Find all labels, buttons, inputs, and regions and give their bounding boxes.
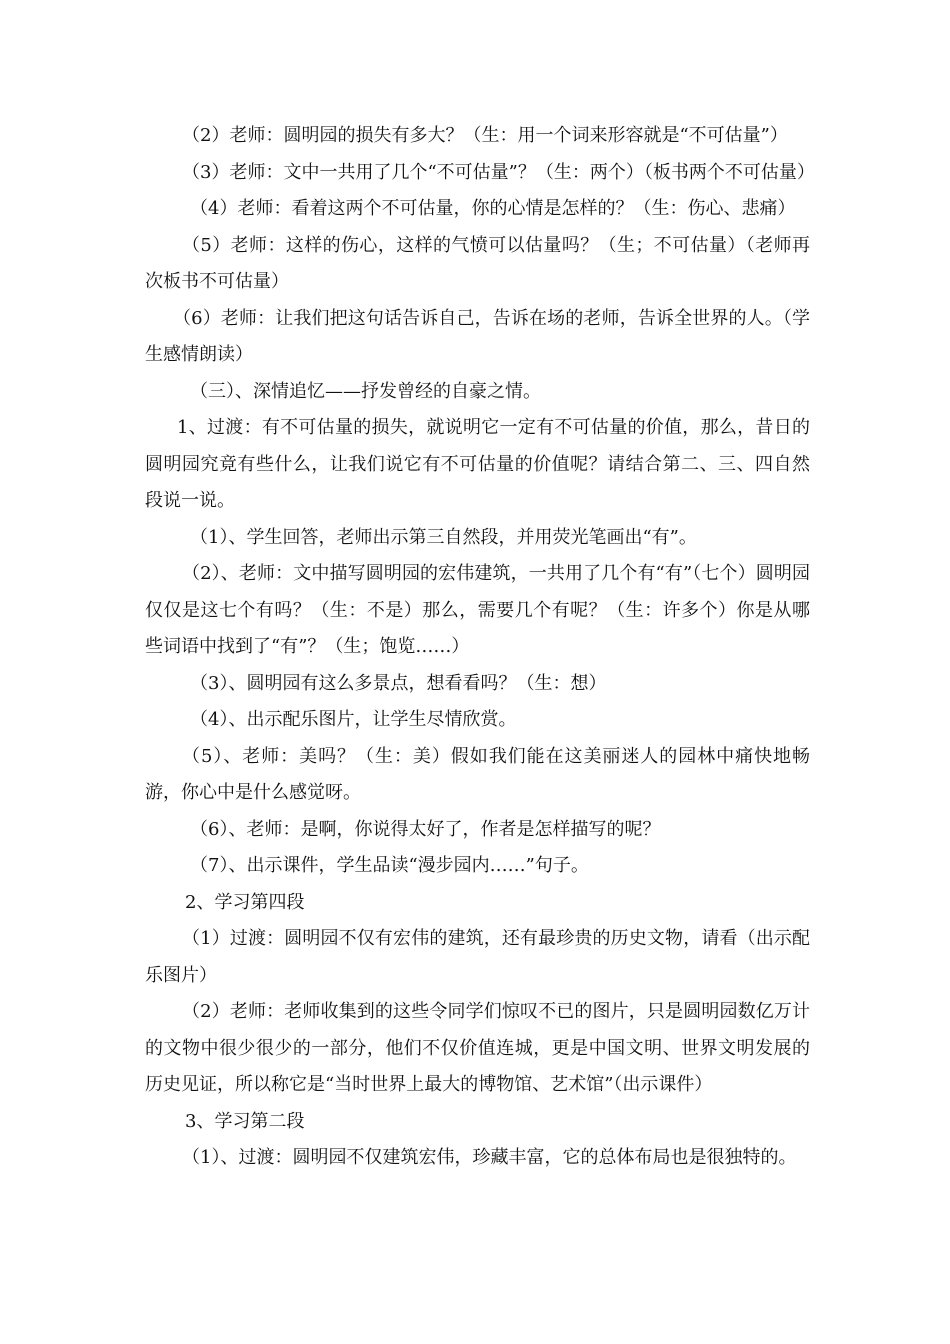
paragraph-step-5: （5）、老师：美吗？（生：美）假如我们能在这美丽迷人的园林中痛快地畅游，你心中是什么感觉呀。 [145,745,810,803]
paragraph-teacher-q3: （3）老师：文中一共用了几个“不可估量”？（生：两个）（板书两个不可估量） [182,161,815,183]
paragraph-teacher-q2: （2）老师：圆明园的损失有多大？（生：用一个词来形容就是“不可估量”） [182,125,788,146]
paragraph-transition-1: 1、过渡：有不可估量的损失，就说明它一定有不可估量的价值，那么，昔日的圆明园究竟有些什么，让我们说它有不可估量的价值呢？请结合第二、三、四自然段说一说。 [145,417,810,511]
paragraph-step-2: （2）、老师：文中描写圆明园的宏伟建筑，一共用了几个有“有”（七个）圆明园仅仅是这七个有吗？（生：不是）那么，需要几个有呢？（生：许多个）你是从哪些词语中找到了“有”？（生；饱览……） [145,563,810,657]
paragraph-step-6: （6）、老师：是啊，你说得太好了，作者是怎样描写的呢？ [190,818,661,840]
paragraph-part2-1: （1）、过渡：圆明园不仅建筑宏伟，珍藏丰富，它的总体布局也是很独特的。 [182,1147,797,1168]
paragraph-teacher-q5: （5）老师：这样的伤心，这样的气愤可以估量吗？（生；不可估量）（老师再次板书不可估量） [145,234,810,292]
paragraph-step-1: （1）、学生回答，老师出示第三自然段，并用荧光笔画出“有”。 [190,526,697,548]
section-heading-3: （三）、深情追忆——抒发曾经的自豪之情。 [190,380,541,402]
paragraph-part4-2: （2）老师：老师收集到的这些令同学们惊叹不已的图片，只是圆明园数亿万计的文物中很少很少的一部分，他们不仅价值连城，更是中国文明、世界文明发展的历史见证，所以称它是“当时世界上最大的博物馆、艺术馆”（出示课件） [145,1001,810,1095]
paragraph-part4-1: （1）过渡：圆明园不仅有宏伟的建筑，还有最珍贵的历史文物，请看（出示配乐图片） [145,928,810,986]
lesson-plan-body [145,118,815,1177]
paragraph-step-3: （3）、圆明园有这么多景点，想看看吗？（生：想） [190,672,607,694]
paragraph-teacher-q6: （6）老师：让我们把这句话告诉自己，告诉在场的老师，告诉全世界的人。（学生感情朗读） [145,307,810,365]
subsection-heading-3: 3、学习第二段 [185,1110,305,1132]
subsection-heading-2: 2、学习第四段 [185,891,305,913]
paragraph-teacher-q4: （4）老师：看着这两个不可估量，你的心情是怎样的？（生：伤心、悲痛） [190,198,796,219]
paragraph-step-4: （4）、出示配乐图片，让学生尽情欣赏。 [190,709,517,730]
paragraph-step-7: （7）、出示课件，学生品读“漫步园内……”句子。 [190,855,589,876]
